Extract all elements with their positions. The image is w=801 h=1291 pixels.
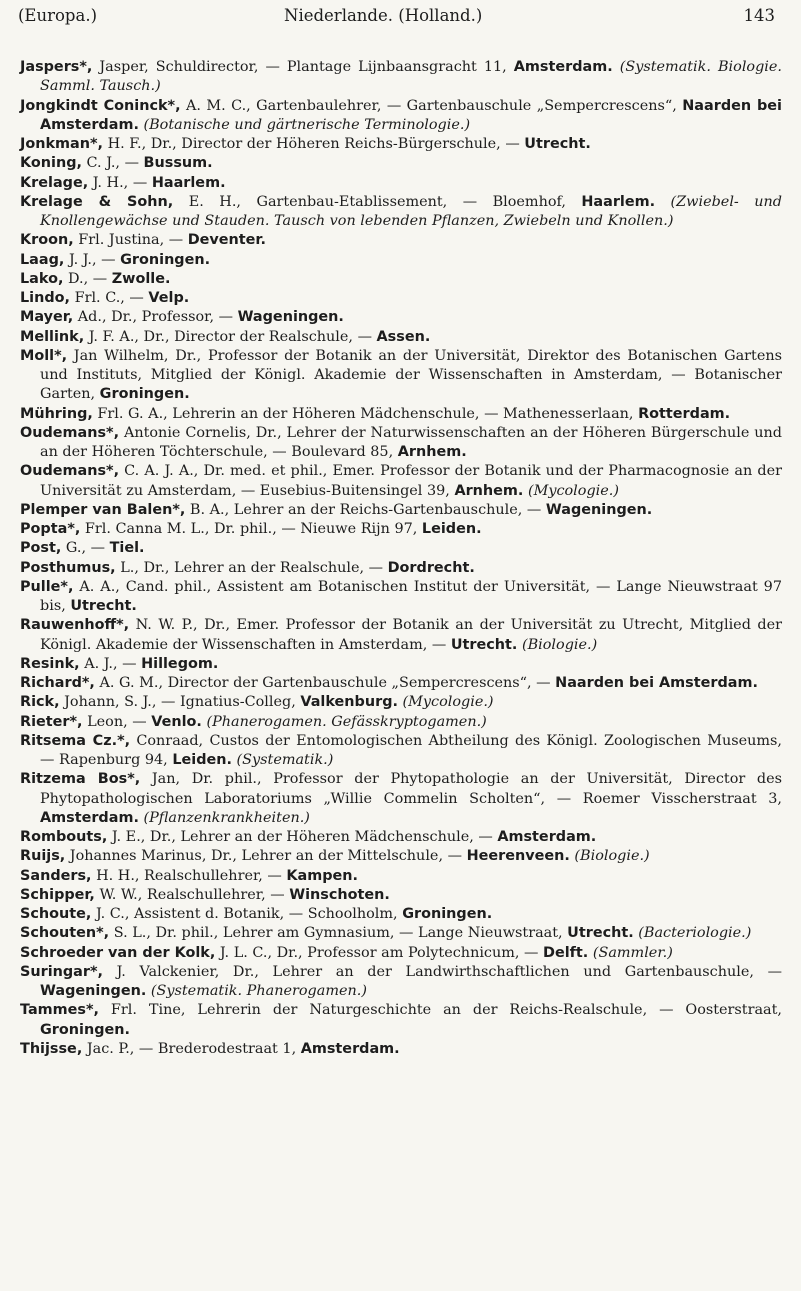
entry-details: Frl. Justina, — xyxy=(73,232,188,249)
entry-details: A. M. C., Gartenbaulehrer, — Gartenbauschule „Sempercrescens“, xyxy=(180,97,683,114)
directory-entry xyxy=(20,770,782,828)
entry-details: E. H., Gartenbau-Etablissement, — Bloemhof, xyxy=(173,193,582,210)
entry-name: Moll*, xyxy=(20,347,68,364)
directory-entry xyxy=(20,154,782,173)
entry-details: A. A., Cand. phil., Assistent am Botanischen Institut der Universität, — Lange Nieuwstraat 97 bis, xyxy=(40,578,782,614)
directory-entry xyxy=(20,924,782,943)
entry-place: Leiden. xyxy=(421,521,482,537)
entry-place: Naarden bei Amsterdam. xyxy=(555,675,758,691)
entry-details: A. G. M., Director der Gartenbauschule „Sempercrescens“, — xyxy=(94,675,556,691)
entry-details: Leon, — xyxy=(82,713,152,730)
entry-name: Richard*, xyxy=(20,675,95,691)
entry-place: Tiel. xyxy=(109,540,145,557)
entry-name: Post, xyxy=(20,540,62,557)
entry-name: Rombouts, xyxy=(20,829,108,845)
entry-details: B. A., Lehrer an der Reichs-Gartenbauschule, — xyxy=(185,501,546,518)
entry-details: S. L., Dr. phil., Lehrer am Gymnasium, — Lange Nieuwstraat, xyxy=(109,925,568,942)
entry-note: (Systematik.) xyxy=(231,752,334,768)
directory-entry xyxy=(20,886,782,905)
entry-place: Hillegom. xyxy=(141,655,219,672)
entry-name: Pulle*, xyxy=(20,578,74,595)
entry-place: Zwolle. xyxy=(111,270,171,287)
entry-name: Mellink, xyxy=(20,328,85,345)
entry-details: Antonie Cornelis, Dr., Lehrer der Naturwissenschaften an der Höheren Bürgerschule und an der Höheren Töchterschule, — Boulevard 85, xyxy=(40,424,782,460)
directory-entry xyxy=(20,867,782,886)
entry-list xyxy=(20,58,782,1059)
entry-name: Jonkman*, xyxy=(20,136,103,152)
entry-details: N. W. P., Dr., Emer. Professor der Botanik an der Universität zu Utrecht, Mitglied der Königl. Akademie der Wissenschaften in Amsterdam, — xyxy=(40,617,782,653)
directory-entry xyxy=(20,174,782,193)
entry-name: Suringar*, xyxy=(20,963,103,980)
header-country: Niederlande. (Holland.) xyxy=(284,6,483,25)
entry-details: Jasper, Schuldirector, — Plantage Lijnbaansgracht 11, xyxy=(92,59,514,75)
entry-name: Laag, xyxy=(20,251,65,268)
entry-name: Jaspers*, xyxy=(20,59,93,75)
directory-entry xyxy=(20,944,782,963)
entry-name: Popta*, xyxy=(20,521,81,537)
entry-details: Jan Wilhelm, Dr., Professor der Botanik an der Universität, Direktor des Botanischen Gartens und Instituts, Mitglied der Königl. Akademie der Wissenschaften in Amsterdam, — Botanischer Garten, xyxy=(40,347,782,403)
entry-place: Wageningen. xyxy=(545,501,653,518)
directory-entry xyxy=(20,559,782,578)
entry-details: Conraad, Custos der Entomologischen Abtheilung des Königl. Zoologischen Museums, — Rapenburg 94, xyxy=(40,732,782,768)
entry-name: Rick, xyxy=(20,694,60,711)
directory-entry xyxy=(20,308,782,327)
entry-name: Ritzema Bos*, xyxy=(20,771,141,788)
directory-entry xyxy=(20,193,782,232)
entry-details: C. A. J. A., Dr. med. et phil., Emer. Professor der Botanik und der Pharmacognosie an der Universität zu Amsterdam, — Eusebius-Buitensingel 39, xyxy=(40,463,782,499)
directory-entry xyxy=(20,674,782,693)
directory-entry xyxy=(20,963,782,1002)
directory-entry xyxy=(20,732,782,771)
directory-entry xyxy=(20,1040,782,1059)
directory-entry xyxy=(20,270,782,289)
entry-place: Groningen. xyxy=(402,906,493,922)
entry-place: Haarlem. xyxy=(581,193,656,210)
directory-entry xyxy=(20,462,782,501)
entry-note: (Mycologie.) xyxy=(523,482,619,499)
entry-place: Amsterdam. xyxy=(300,1040,400,1057)
entry-name: Krelage, xyxy=(20,174,89,191)
directory-entry xyxy=(20,405,782,424)
entry-note: (Biologie.) xyxy=(517,636,598,653)
directory-entry xyxy=(20,289,782,308)
entry-place: Amsterdam. xyxy=(497,829,597,845)
entry-details: J. H., — xyxy=(88,174,152,191)
entry-place: Utrecht. xyxy=(567,925,634,942)
directory-entry xyxy=(20,578,782,617)
entry-name: Ritsema Cz.*, xyxy=(20,732,131,749)
entry-place: Amsterdam. xyxy=(40,809,139,826)
entry-name: Krelage & Sohn, xyxy=(20,193,174,210)
entry-name: Schouten*, xyxy=(20,925,110,942)
entry-name: Rauwenhoff*, xyxy=(20,617,130,634)
entry-details: L., Dr., Lehrer an der Realschule, — xyxy=(115,559,388,576)
entry-details: Jac. P., — Brederodestraat 1, xyxy=(82,1040,301,1057)
entry-note: (Systematik. Biologie. Samml. Tausch.) xyxy=(40,59,782,95)
entry-name: Plemper van Balen*, xyxy=(20,501,186,518)
directory-entry xyxy=(20,97,782,136)
entry-place: Groningen. xyxy=(40,1021,130,1038)
entry-note: (Phanerogamen. Gefässkryptogamen.) xyxy=(201,713,487,730)
entry-place: Bussum. xyxy=(143,155,213,172)
entry-name: Mayer, xyxy=(20,309,74,326)
entry-details: J. Valckenier, Dr., Lehrer an der Landwirthschaftlichen und Gartenbauschule, — xyxy=(103,963,782,980)
directory-entry xyxy=(20,828,782,847)
entry-name: Rieter*, xyxy=(20,713,83,730)
entry-details: A. J., — xyxy=(79,655,142,672)
directory-entry xyxy=(20,251,782,270)
running-header xyxy=(18,6,775,30)
entry-note: (Bacteriologie.) xyxy=(633,925,752,942)
entry-details: Frl. C., — xyxy=(70,290,149,306)
entry-name: Koning, xyxy=(20,155,82,172)
entry-name: Sanders, xyxy=(20,867,92,884)
entry-details: Johann, S. J., — Ignatius-Colleg, xyxy=(59,694,301,711)
entry-note: (Pflanzenkrankheiten.) xyxy=(138,809,310,826)
entry-place: Leiden. xyxy=(172,752,232,768)
entry-name: Ruijs, xyxy=(20,848,66,865)
entry-name: Tammes*, xyxy=(20,1002,99,1019)
entry-name: Schroeder van der Kolk, xyxy=(20,944,216,961)
entry-place: Haarlem. xyxy=(151,174,226,191)
entry-place: Utrecht. xyxy=(450,636,518,653)
entry-note: (Botanische und gärtnerische Terminologie.) xyxy=(138,116,471,133)
entry-name: Resink, xyxy=(20,655,80,672)
entry-details: J. J., — xyxy=(64,251,121,268)
directory-entry xyxy=(20,693,782,712)
entry-details: Frl. Canna M. L., Dr. phil., — Nieuwe Rijn 97, xyxy=(80,521,422,537)
entry-details: J. L. C., Dr., Professor am Polytechnicum, — xyxy=(215,944,544,961)
entry-note: (Biologie.) xyxy=(569,848,650,865)
entry-place: Deventer. xyxy=(187,232,266,249)
directory-entry xyxy=(20,135,782,154)
entry-place: Rotterdam. xyxy=(638,405,731,422)
directory-entry xyxy=(20,655,782,674)
directory-entry xyxy=(20,1001,782,1040)
entry-details: Frl. Tine, Lehrerin der Naturgeschichte an der Reichs-Realschule, — Oosterstraat, xyxy=(98,1002,782,1019)
entry-place: Dordrecht. xyxy=(387,559,475,576)
entry-place: Wageningen. xyxy=(40,983,147,999)
entry-name: Thijsse, xyxy=(20,1040,83,1057)
directory-entry xyxy=(20,905,782,924)
entry-place: Groningen. xyxy=(99,386,190,403)
entry-name: Oudemans*, xyxy=(20,424,120,441)
entry-note: (Mycologie.) xyxy=(397,694,494,711)
entry-note: (Sammler.) xyxy=(588,944,673,961)
entry-place: Delft. xyxy=(543,944,589,961)
entry-place: Utrecht. xyxy=(524,136,591,152)
directory-entry xyxy=(20,231,782,250)
directory-entry xyxy=(20,347,782,405)
entry-name: Schoute, xyxy=(20,906,92,922)
directory-entry xyxy=(20,539,782,558)
entry-name: Posthumus, xyxy=(20,559,116,576)
entry-place: Assen. xyxy=(376,328,431,345)
entry-name: Schipper, xyxy=(20,886,95,903)
entry-details: H. H., Realschullehrer, — xyxy=(91,867,287,884)
page-number: 143 xyxy=(743,6,775,25)
entry-name: Jongkindt Coninck*, xyxy=(20,97,181,114)
entry-place: Velp. xyxy=(148,290,190,306)
entry-place: Groningen. xyxy=(120,251,211,268)
entry-name: Oudemans*, xyxy=(20,463,120,480)
entry-place: Utrecht. xyxy=(70,598,137,614)
entry-details: J. F. A., Dr., Director der Realschule, — xyxy=(84,328,377,345)
entry-place: Arnhem. xyxy=(397,444,467,460)
entry-place: Amsterdam. xyxy=(513,59,613,75)
entry-place: Kampen. xyxy=(286,867,359,884)
directory-entry xyxy=(20,328,782,347)
entry-details: J. E., Dr., Lehrer an der Höheren Mädchenschule, — xyxy=(107,829,498,845)
entry-details: Frl. G. A., Lehrerin an der Höheren Mädchenschule, — Mathenesserlaan, xyxy=(92,405,639,422)
entry-place: Venlo. xyxy=(151,713,202,730)
entry-place: Valkenburg. xyxy=(300,694,398,711)
entry-details: D., — xyxy=(63,270,112,287)
entry-details: J. C., Assistent d. Botanik, — Schoolholm, xyxy=(91,906,403,922)
entry-note: (Systematik. Phanerogamen.) xyxy=(146,983,367,999)
directory-entry xyxy=(20,616,782,655)
entry-name: Lako, xyxy=(20,270,64,287)
directory-entry xyxy=(20,424,782,463)
entry-details: G., — xyxy=(61,540,110,557)
entry-details: H. F., Dr., Director der Höheren Reichs-Bürgerschule, — xyxy=(103,136,525,152)
entry-details: Ad., Dr., Professor, — xyxy=(73,309,238,326)
entry-place: Heerenveen. xyxy=(466,848,570,865)
entry-name: Lindo, xyxy=(20,290,71,306)
entry-name: Kroon, xyxy=(20,232,74,249)
directory-entry xyxy=(20,520,782,539)
directory-entry xyxy=(20,58,782,97)
entry-place: Wageningen. xyxy=(237,309,344,326)
directory-entry xyxy=(20,847,782,866)
entry-place: Winschoten. xyxy=(289,886,390,903)
entry-note: (Zwiebel- und Knollengewächse und Stauden. Tausch von lebenden Pflanzen, Zwiebeln und Knollen.) xyxy=(40,193,782,229)
entry-details: Johannes Marinus, Dr., Lehrer an der Mittelschule, — xyxy=(65,848,467,865)
entry-place: Arnhem. xyxy=(454,482,524,499)
entry-place: Naarden bei Amsterdam. xyxy=(40,97,782,133)
header-region: (Europa.) xyxy=(18,6,98,25)
entry-details: C. J., — xyxy=(81,155,144,172)
directory-entry xyxy=(20,713,782,732)
entry-details: Jan, Dr. phil., Professor der Phytopathologie an der Universität, Director des Phytopathologischen Laboratoriums „Willie Commelin Scholten“, — Roemer Visscherstraat 3, xyxy=(40,771,783,807)
entry-details: W. W., Realschullehrer, — xyxy=(94,886,290,903)
directory-entry xyxy=(20,501,782,520)
entry-name: Mühring, xyxy=(20,405,93,422)
